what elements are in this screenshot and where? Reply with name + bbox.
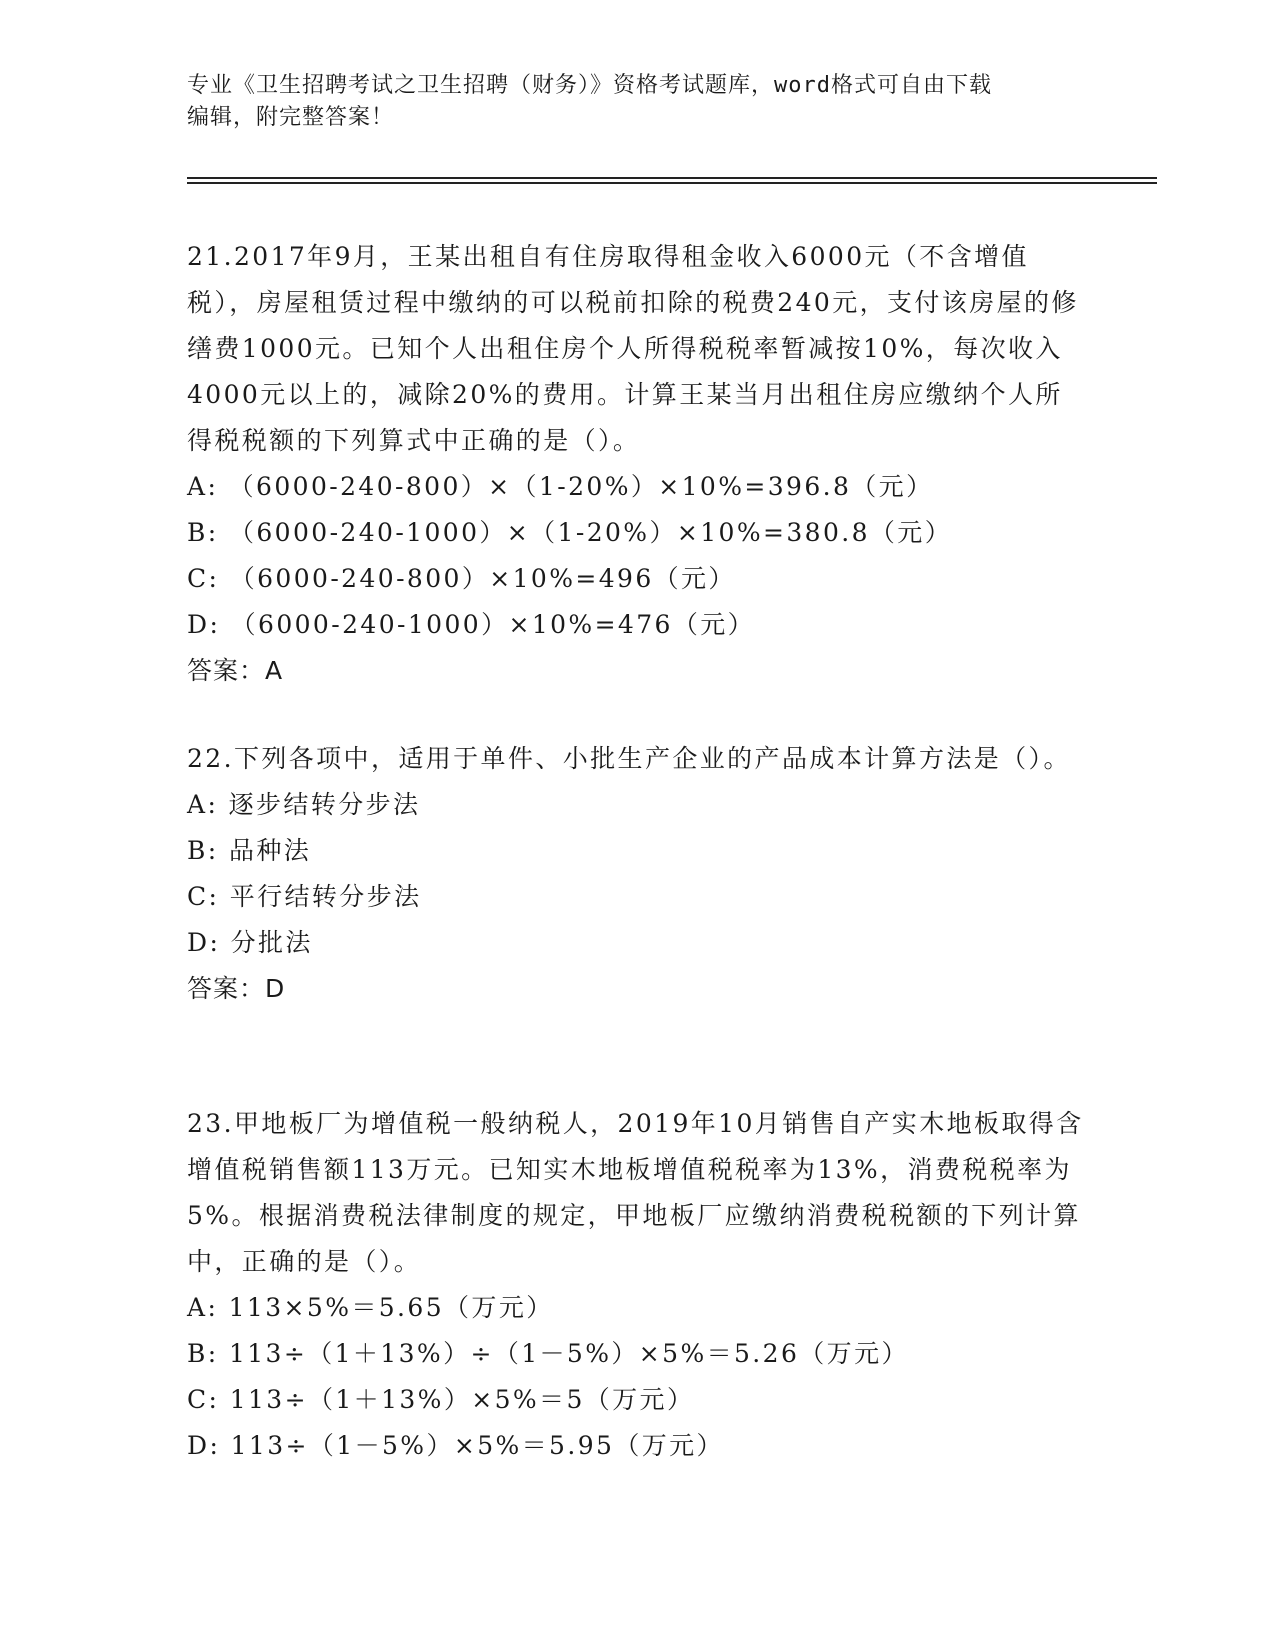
question-23 <box>187 1101 1087 1469</box>
option-d: D: 分批法 <box>187 928 313 957</box>
answer-label: 答案：D <box>187 974 286 1003</box>
option-c: C: 平行结转分步法 <box>187 882 422 911</box>
question-22 <box>187 736 1087 1012</box>
option-b: B: 113÷（1＋13%）÷（1－5%）×5%＝5.26（万元） <box>187 1339 909 1368</box>
option-b: B: 品种法 <box>187 836 312 865</box>
option-d: D: （6000-240-1000）×10%=476（元） <box>187 610 756 639</box>
question-stem: 23.甲地板厂为增值税一般纳税人，2019年10月销售自产实木地板取得含增值税销售额113万元。已知实木地板增值税税率为13%，消费税税率为5%。根据消费税法律制度的规定，甲地板厂应缴纳消费税税额的下列计算中，正确的是（）。 <box>187 1109 1084 1276</box>
option-a: A: （6000-240-800）×（1-20%）×10%=396.8（元） <box>187 472 934 501</box>
option-a: A: 113×5%＝5.65（万元） <box>187 1293 554 1322</box>
header-line-1: 专业《卫生招聘考试之卫生招聘（财务）》资格考试题库，word格式可自由下载 <box>187 73 992 98</box>
header-divider-top <box>187 177 1157 179</box>
answer-label: 答案：A <box>187 656 284 685</box>
option-b: B: （6000-240-1000）×（1-20%）×10%=380.8（元） <box>187 518 953 547</box>
option-d: D: 113÷（1－5%）×5%＝5.95（万元） <box>187 1431 724 1460</box>
header-divider-bottom <box>187 182 1157 184</box>
question-stem: 22.下列各项中，适用于单件、小批生产企业的产品成本计算方法是（）。 <box>187 744 1071 773</box>
header-line-2: 编辑，附完整答案！ <box>187 105 395 130</box>
question-21 <box>187 234 1087 694</box>
option-c: C: 113÷（1＋13%）×5%＝5（万元） <box>187 1385 695 1414</box>
option-a: A: 逐步结转分步法 <box>187 790 421 819</box>
option-c: C: （6000-240-800）×10%=496（元） <box>187 564 736 593</box>
document-header <box>187 70 1087 134</box>
question-stem: 21.2017年9月，王某出租自有住房取得租金收入6000元（不含增值税），房屋租赁过程中缴纳的可以税前扣除的税费240元，支付该房屋的修缮费1000元。已知个人出租住房个人所得税税率暂减按10%，每次收入4000元以上的，减除20%的费用。计算王某当月出租住房应缴纳个人所得税税额的下列算式中正确的是（）。 <box>187 242 1079 455</box>
